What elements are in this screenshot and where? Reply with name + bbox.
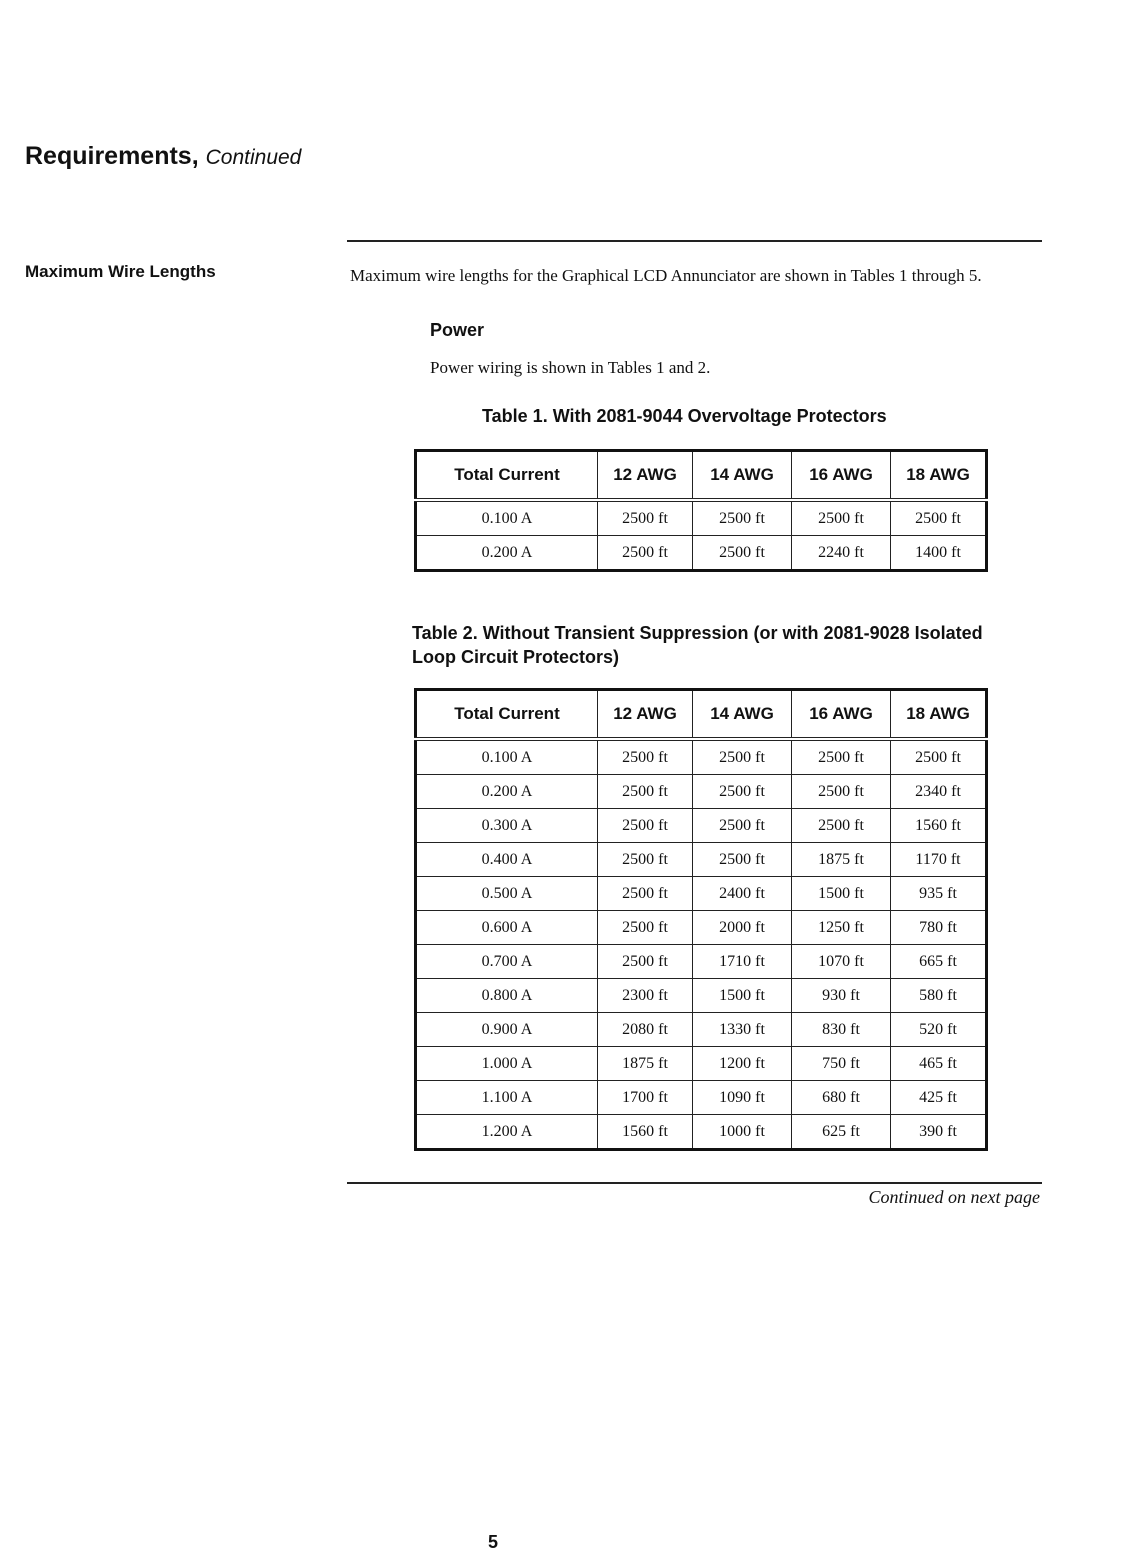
section-heading: Maximum Wire Lengths [25,262,216,281]
table-cell: 930 ft [792,979,891,1013]
table-cell: 0.100 A [416,500,598,536]
table2-header-cell: 18 AWG [891,690,987,740]
table-cell: 2500 ft [598,843,693,877]
table-cell: 2500 ft [891,500,987,536]
table-cell: 1700 ft [598,1081,693,1115]
table-cell: 2500 ft [693,500,792,536]
table-row [416,809,987,843]
table2-caption: Table 2. Without Transient Suppression (or with 2081-9028 Isolated Loop Circuit Protectors) [412,623,983,667]
table-cell: 2500 ft [598,536,693,571]
table-cell: 2500 ft [598,500,693,536]
table-cell: 2500 ft [598,775,693,809]
table-cell: 465 ft [891,1047,987,1081]
table-cell: 0.300 A [416,809,598,843]
power-text: Power wiring is shown in Tables 1 and 2. [430,358,711,377]
table-cell: 1.200 A [416,1115,598,1150]
table-cell: 2500 ft [792,500,891,536]
table-cell: 1.000 A [416,1047,598,1081]
table-cell: 665 ft [891,945,987,979]
table-cell: 390 ft [891,1115,987,1150]
table2-header-cell: Total Current [416,690,598,740]
table-cell: 2500 ft [598,877,693,911]
table1-header-row [416,451,987,501]
table-cell: 1250 ft [792,911,891,945]
table1-header-cell: 14 AWG [693,451,792,501]
table-cell: 2500 ft [598,945,693,979]
intro-paragraph: Maximum wire lengths for the Graphical LCD Annunciator are shown in Tables 1 through 5. [350,266,982,285]
table-row [416,500,987,536]
power-subheading: Power [430,320,485,340]
table-cell: 2500 ft [792,809,891,843]
table1-caption: Table 1. With 2081-9044 Overvoltage Protectors [482,406,887,426]
table-cell: 2500 ft [598,739,693,775]
table-cell: 1875 ft [792,843,891,877]
table-row [416,843,987,877]
table1 [414,449,988,572]
table-cell: 2500 ft [598,809,693,843]
table-row [416,877,987,911]
table-cell: 520 ft [891,1013,987,1047]
table-cell: 2500 ft [693,843,792,877]
table-cell: 680 ft [792,1081,891,1115]
page-title-main: Requirements, [25,142,199,170]
table2-header-cell: 16 AWG [792,690,891,740]
table-cell: 0.400 A [416,843,598,877]
table-cell: 1710 ft [693,945,792,979]
table-cell: 580 ft [891,979,987,1013]
table2-header-cell: 14 AWG [693,690,792,740]
table-cell: 2500 ft [891,739,987,775]
bottom-rule [347,1182,1042,1184]
top-rule [347,240,1042,242]
table-cell: 2500 ft [693,775,792,809]
table-cell: 780 ft [891,911,987,945]
table1-header-cell: Total Current [416,451,598,501]
table-cell: 1330 ft [693,1013,792,1047]
table-cell: 1170 ft [891,843,987,877]
table-row [416,1013,987,1047]
table-cell: 2500 ft [693,739,792,775]
table-row [416,739,987,775]
table-row [416,1047,987,1081]
table-cell: 0.600 A [416,911,598,945]
table-row [416,1081,987,1115]
table1-header-cell: 18 AWG [891,451,987,501]
table-cell: 2500 ft [792,739,891,775]
table-row [416,979,987,1013]
table2 [414,688,988,1151]
table-cell: 935 ft [891,877,987,911]
table-cell: 0.200 A [416,775,598,809]
table-cell: 2080 ft [598,1013,693,1047]
continued-note: Continued on next page [868,1187,1040,1207]
table-row [416,911,987,945]
table-cell: 2500 ft [693,809,792,843]
table-cell: 1200 ft [693,1047,792,1081]
table-row [416,945,987,979]
table-cell: 0.100 A [416,739,598,775]
table-row [416,536,987,571]
table-cell: 2240 ft [792,536,891,571]
table-cell: 2500 ft [693,536,792,571]
table-cell: 1400 ft [891,536,987,571]
table-cell: 0.700 A [416,945,598,979]
table-cell: 1070 ft [792,945,891,979]
table-cell: 2400 ft [693,877,792,911]
table2-header-cell: 12 AWG [598,690,693,740]
table1-header-cell: 12 AWG [598,451,693,501]
table-cell: 0.900 A [416,1013,598,1047]
table-row [416,1115,987,1150]
table-cell: 1875 ft [598,1047,693,1081]
table-cell: 1000 ft [693,1115,792,1150]
table-cell: 625 ft [792,1115,891,1150]
table-cell: 1560 ft [598,1115,693,1150]
table-cell: 750 ft [792,1047,891,1081]
table-cell: 0.200 A [416,536,598,571]
table-cell: 1.100 A [416,1081,598,1115]
table-cell: 0.800 A [416,979,598,1013]
table2-header-row [416,690,987,740]
page-number: 5 [488,1532,499,1552]
table-row [416,775,987,809]
table-cell: 1500 ft [792,877,891,911]
table-cell: 2500 ft [792,775,891,809]
table-cell: 2500 ft [598,911,693,945]
table-cell: 830 ft [792,1013,891,1047]
page-title-continued: Continued [205,146,302,169]
page-title [25,142,301,171]
table-cell: 1500 ft [693,979,792,1013]
table-cell: 2300 ft [598,979,693,1013]
table-cell: 2000 ft [693,911,792,945]
table-cell: 0.500 A [416,877,598,911]
table-cell: 2340 ft [891,775,987,809]
table-cell: 425 ft [891,1081,987,1115]
table-cell: 1560 ft [891,809,987,843]
table-cell: 1090 ft [693,1081,792,1115]
table1-header-cell: 16 AWG [792,451,891,501]
